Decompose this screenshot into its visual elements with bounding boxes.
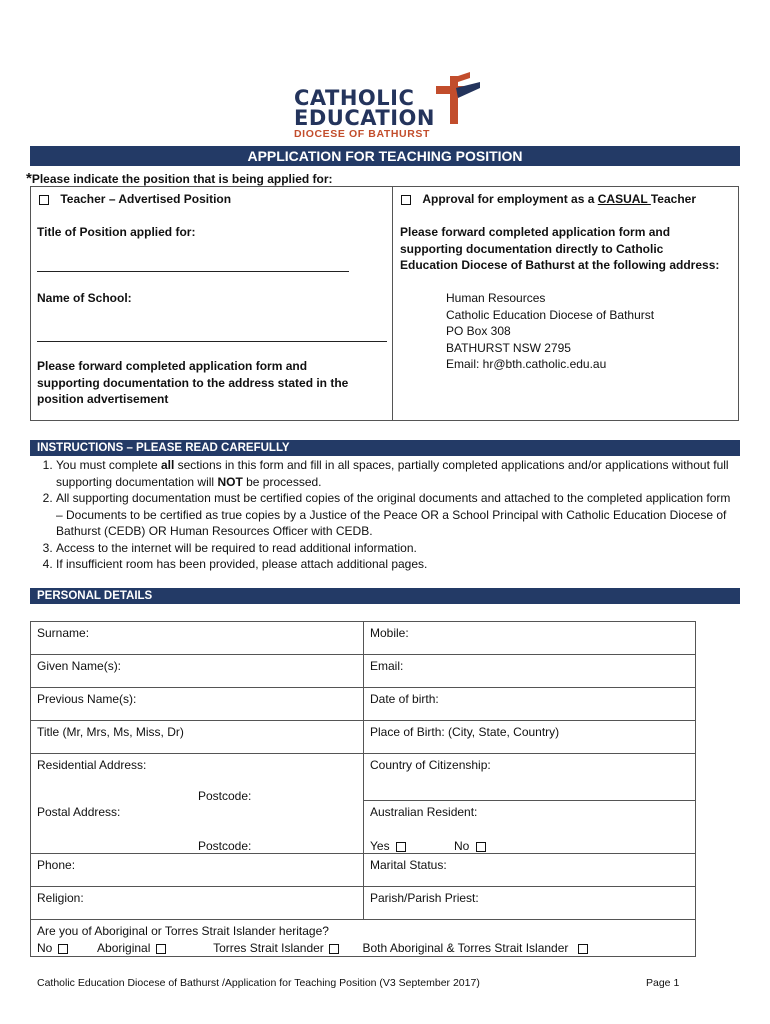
heritage-no-checkbox[interactable] bbox=[58, 944, 68, 954]
left-forward-line-2: supporting documentation to the address stated in the bbox=[37, 375, 349, 390]
instruction-item-1: 1. You must complete all sections in this form and fill in all spaces, partially completed applications and/or applications without full supporting documentation will NOT be processed. bbox=[56, 457, 736, 490]
right-forward-line-3: Education Diocese of Bathurst at the following address: bbox=[400, 258, 720, 272]
instructions-heading: INSTRUCTIONS – PLEASE READ CAREFULLY bbox=[30, 440, 740, 456]
postal-address-label: Postal Address: bbox=[37, 805, 121, 819]
heritage-torres-checkbox[interactable] bbox=[329, 944, 339, 954]
parish-label: Parish/Parish Priest: bbox=[370, 891, 479, 905]
place-of-birth-field[interactable] bbox=[364, 721, 696, 754]
heritage-question: Are you of Aboriginal or Torres Strait Islander heritage? bbox=[37, 924, 329, 938]
heritage-both-label: Both Aboriginal & Torres Strait Islander bbox=[362, 941, 569, 955]
heritage-aboriginal-checkbox[interactable] bbox=[156, 944, 166, 954]
required-star: * bbox=[26, 170, 32, 187]
advertised-position-label: Teacher – Advertised Position bbox=[60, 192, 232, 206]
heritage-options bbox=[37, 940, 588, 956]
australian-resident-label: Australian Resident: bbox=[370, 805, 478, 819]
heritage-field bbox=[31, 920, 696, 957]
casual-label-post: Teacher bbox=[650, 192, 696, 206]
left-forward-line-3: position advertisement bbox=[37, 392, 169, 406]
personal-details-table bbox=[30, 621, 696, 957]
option-casual bbox=[401, 191, 696, 208]
title-field[interactable] bbox=[31, 721, 364, 754]
instruction-item-3: 3. Access to the internet will be required to read additional information. bbox=[56, 540, 736, 557]
name-of-school-line[interactable] bbox=[37, 341, 387, 342]
religion-field[interactable] bbox=[31, 887, 364, 920]
right-forward-note bbox=[400, 224, 740, 274]
email-field[interactable] bbox=[364, 655, 696, 688]
address-line-3: PO Box 308 bbox=[446, 324, 511, 338]
address-line-4: BATHURST NSW 2795 bbox=[446, 340, 571, 355]
residential-address-label: Residential Address: bbox=[37, 758, 147, 772]
phone-label: Phone: bbox=[37, 858, 76, 872]
personal-details-heading: PERSONAL DETAILS bbox=[30, 588, 740, 604]
citizenship-label: Country of Citizenship: bbox=[370, 758, 491, 772]
address-field[interactable] bbox=[31, 754, 364, 854]
residential-postcode-label: Postcode: bbox=[198, 789, 252, 803]
instructions-list bbox=[56, 457, 746, 573]
indicate-position-label bbox=[26, 170, 333, 187]
citizenship-divider bbox=[364, 800, 695, 801]
casual-label-pre: Approval for employment as a bbox=[422, 192, 598, 206]
resident-yes-option bbox=[370, 838, 406, 854]
position-box-divider bbox=[392, 187, 393, 420]
catholic-education-logo bbox=[290, 72, 490, 138]
citizenship-residency-field[interactable] bbox=[364, 754, 696, 854]
title-of-position-line[interactable] bbox=[37, 271, 349, 272]
logo-line-education: EDUCATION bbox=[294, 106, 435, 130]
casual-approval-checkbox[interactable] bbox=[401, 195, 411, 205]
surname-field[interactable] bbox=[31, 622, 364, 655]
place-of-birth-label: Place of Birth: (City, State, Country) bbox=[370, 725, 560, 739]
footer-page-number: Page 1 bbox=[646, 977, 680, 989]
left-forward-line-1: Please forward completed application form and bbox=[37, 359, 308, 373]
footer-document-title: Catholic Education Diocese of Bathurst /Application for Teaching Position (V3 September 2017) bbox=[37, 977, 480, 989]
resident-no-option bbox=[454, 838, 486, 854]
address-line-2: Catholic Education Diocese of Bathurst bbox=[446, 307, 655, 322]
postal-postcode-label: Postcode: bbox=[198, 839, 252, 853]
heritage-torres-label: Torres Strait Islander bbox=[213, 941, 324, 955]
previous-names-label: Previous Name(s): bbox=[37, 692, 137, 706]
resident-no-checkbox[interactable] bbox=[476, 842, 486, 852]
given-names-field[interactable] bbox=[31, 655, 364, 688]
heritage-no-label: No bbox=[37, 941, 53, 955]
logo-line-catholic: CATHOLIC bbox=[294, 86, 415, 110]
page-title: APPLICATION FOR TEACHING POSITION bbox=[30, 146, 740, 166]
dob-label: Date of birth: bbox=[370, 692, 439, 706]
mobile-field[interactable] bbox=[364, 622, 696, 655]
left-forward-note bbox=[37, 358, 387, 408]
advertised-position-checkbox[interactable] bbox=[39, 195, 49, 205]
resident-no-label: No bbox=[454, 839, 470, 853]
resident-yes-label: Yes bbox=[370, 839, 390, 853]
address-email: Email: hr@bth.catholic.edu.au bbox=[446, 357, 607, 371]
right-forward-line-2: supporting documentation directly to Catholic bbox=[400, 241, 664, 256]
marital-status-field[interactable] bbox=[364, 854, 696, 887]
heritage-both-checkbox[interactable] bbox=[578, 944, 588, 954]
logo-line-diocese: DIOCESE OF BATHURST bbox=[294, 128, 431, 140]
indicate-text: Please indicate the position that is being applied for: bbox=[31, 172, 333, 186]
mobile-label: Mobile: bbox=[370, 626, 409, 640]
phone-field[interactable] bbox=[31, 854, 364, 887]
surname-label: Surname: bbox=[37, 626, 90, 640]
dob-field[interactable] bbox=[364, 688, 696, 721]
address-line-1: Human Resources bbox=[446, 291, 546, 305]
instruction-item-2: 2. All supporting documentation must be certified copies of the original documents and attached to the completed application form – Documents to be certified as true copies by a Justice of the Peace OR a School Principal with Catholic Education Diocese of Bathurst (CEDB) OR Human Resources Officer with CEDB. bbox=[56, 490, 736, 540]
position-selection-box bbox=[30, 186, 739, 421]
hr-address bbox=[446, 290, 654, 373]
religion-label: Religion: bbox=[37, 891, 84, 905]
parish-field[interactable] bbox=[364, 887, 696, 920]
email-label: Email: bbox=[370, 659, 404, 673]
previous-names-field[interactable] bbox=[31, 688, 364, 721]
casual-label-underlined: CASUAL bbox=[597, 192, 651, 206]
name-of-school-label: Name of School: bbox=[37, 291, 132, 305]
option-advertised bbox=[39, 191, 231, 208]
resident-yes-checkbox[interactable] bbox=[396, 842, 406, 852]
cross-icon bbox=[436, 72, 482, 126]
title-of-position-label: Title of Position applied for: bbox=[37, 225, 196, 239]
right-forward-line-1: Please forward completed application form and bbox=[400, 225, 671, 239]
instruction-item-4: 4. If insufficient room has been provided, please attach additional pages. bbox=[56, 556, 736, 573]
title-label: Title (Mr, Mrs, Ms, Miss, Dr) bbox=[37, 725, 184, 739]
given-names-label: Given Name(s): bbox=[37, 659, 122, 673]
marital-status-label: Marital Status: bbox=[370, 858, 447, 872]
heritage-aboriginal-label: Aboriginal bbox=[97, 941, 151, 955]
